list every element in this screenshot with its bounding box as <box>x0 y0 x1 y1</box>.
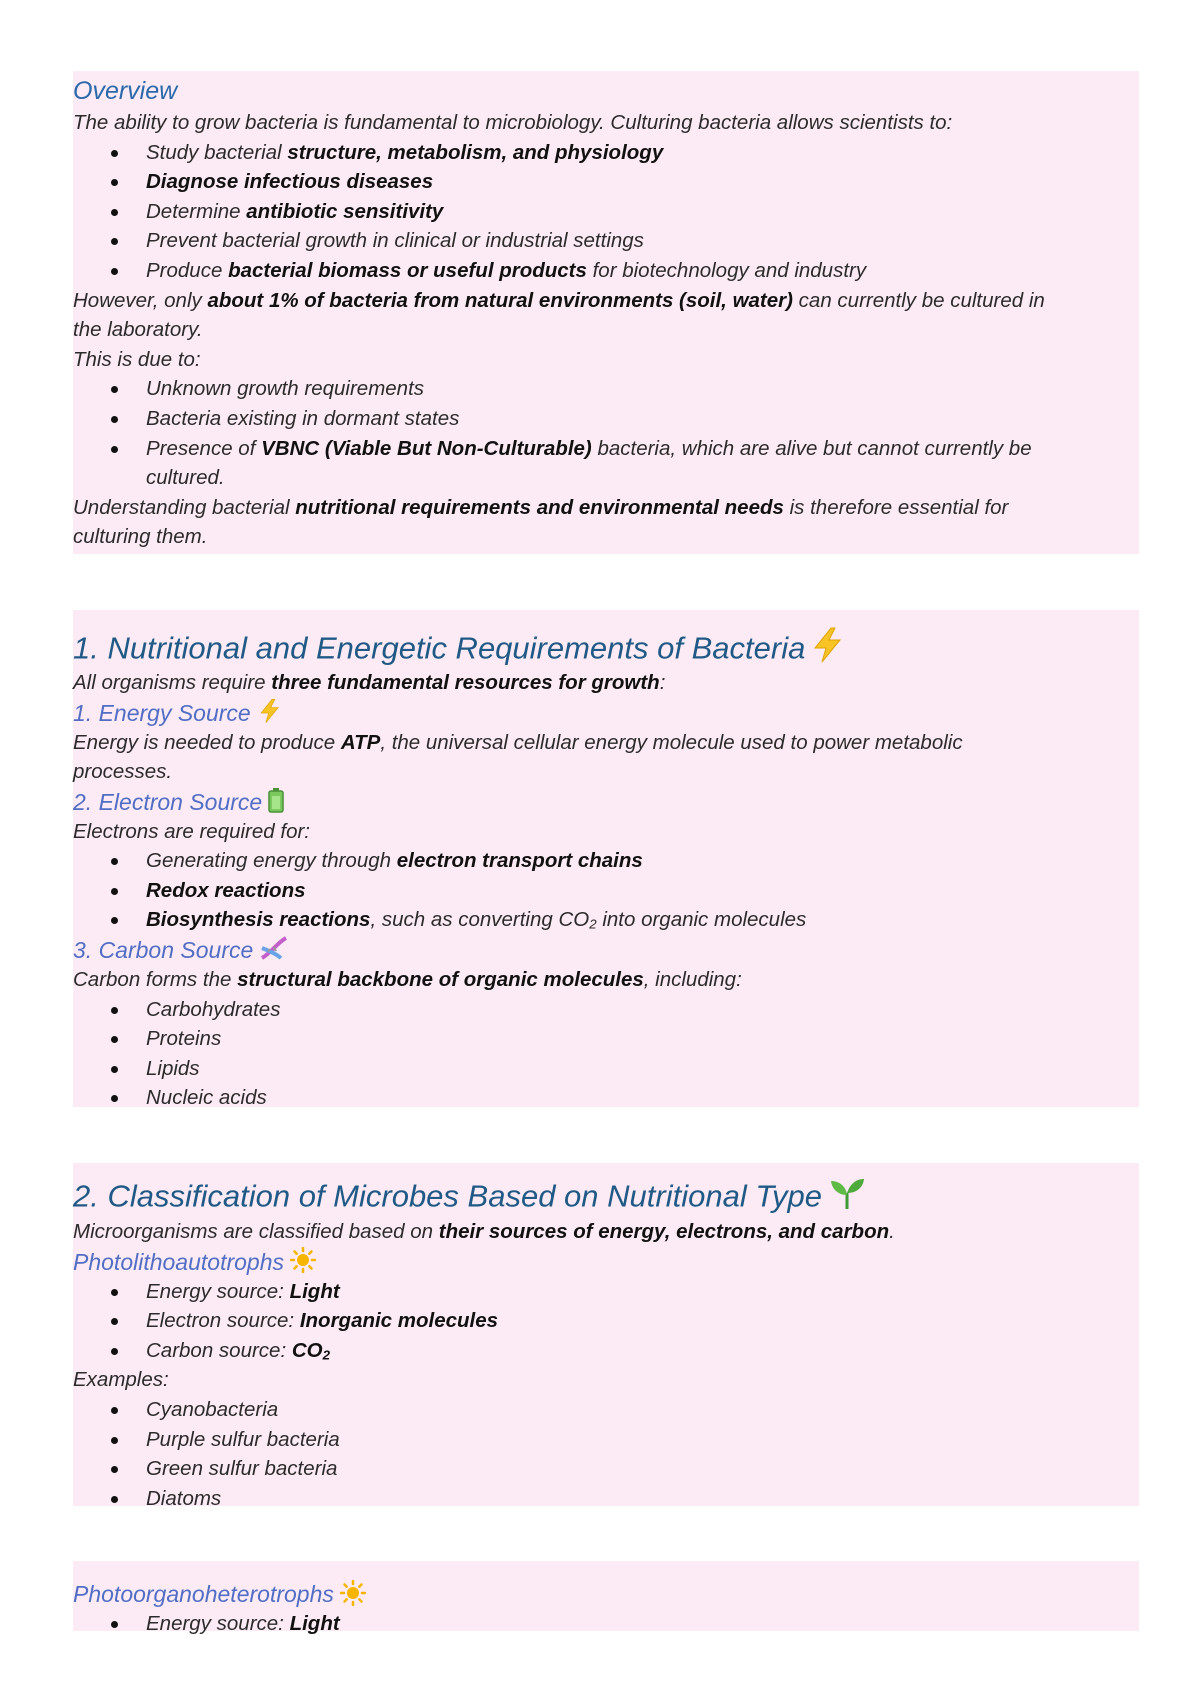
energy-source-heading: 1. Energy Source <box>73 698 1139 728</box>
dna-icon <box>259 935 289 968</box>
lightning-icon <box>811 626 845 675</box>
overview-heading: Overview <box>73 77 178 105</box>
list-item: Nucleic acids <box>73 1083 1139 1113</box>
section1-intro: All organisms require three fundamental resources for growth: <box>73 670 666 694</box>
electron-intro: Electrons are required for: <box>73 819 311 843</box>
list-item: Study bacterial structure, metabolism, and physiology <box>73 138 1139 168</box>
list-item: Produce bacterial biomass or useful products for biotechnology and industry <box>73 256 1139 286</box>
list-item: Electron source: Inorganic molecules <box>73 1306 1139 1336</box>
section2-heading: 2. Classification of Microbes Based on Nutritional Type <box>73 1175 1139 1217</box>
carbon-source-heading: 3. Carbon Source <box>73 935 1139 965</box>
list-item: Generating energy through electron transport chains <box>73 846 1139 876</box>
list-item: Carbon source: $CO_2$ <box>73 1336 1139 1366</box>
list-item: Unknown growth requirements <box>73 374 1139 404</box>
list-item: Diagnose infectious diseases <box>73 167 1139 197</box>
overview-intro: The ability to grow bacteria is fundamental to microbiology. Culturing bacteria allows scientists to: <box>73 111 953 134</box>
photoorgano-heading: Photoorganoheterotrophs <box>73 1579 1139 1609</box>
carbon-intro: Carbon forms the structural backbone of organic molecules, including: <box>73 968 742 992</box>
list-item: Energy source: Light <box>73 1277 1139 1307</box>
list-item: Redox reactions <box>73 876 1139 906</box>
photolitho-heading: Photolithoautotrophs <box>73 1247 1139 1277</box>
electron-source-heading: 2. Electron Source <box>73 787 1139 817</box>
list-item: Green sulfur bacteria <box>73 1454 1139 1484</box>
list-item: Cyanobacteria <box>73 1395 1139 1425</box>
list-item: Determine antibiotic sensitivity <box>73 197 1139 227</box>
list-item: Lipids <box>73 1054 1139 1084</box>
list-item: Biosynthesis reactions, such as converting $CO_2$ into organic molecules <box>73 905 1139 935</box>
list-item: Bacteria existing in dormant states <box>73 404 1139 434</box>
seedling-icon <box>828 1175 866 1222</box>
list-item: Energy source: Light <box>73 1609 1139 1639</box>
understanding-paragraph-cont: culturing them. <box>73 525 208 549</box>
however-paragraph-cont: the laboratory. <box>73 318 203 342</box>
sun-icon <box>290 1247 316 1280</box>
sun-icon <box>340 1580 366 1613</box>
list-item: Prevent bacterial growth in clinical or industrial settings <box>73 226 1139 256</box>
document-body <box>73 74 1139 1639</box>
due-to-label: This is due to: <box>73 347 201 371</box>
section2-intro: Microorganisms are classified based on their sources of energy, electrons, and carbon. <box>73 1220 895 1244</box>
list-item: Presence of VBNC (Viable But Non-Culturable) bacteria, which are alive but cannot currently be <box>73 434 1139 464</box>
lightning-icon <box>257 698 283 731</box>
list-item-cont: cultured. <box>146 466 225 490</box>
list-item: Carbohydrates <box>73 995 1139 1025</box>
however-paragraph: However, only about 1% of bacteria from natural environments (soil, water) can currently be cultured in <box>73 288 1045 312</box>
energy-paragraph: Energy is needed to produce ATP, the universal cellular energy molecule used to power metabolic <box>73 730 963 754</box>
list-item: Purple sulfur bacteria <box>73 1425 1139 1455</box>
battery-icon <box>268 787 284 820</box>
examples-label: Examples: <box>73 1368 169 1392</box>
section1-heading: 1. Nutritional and Energetic Requirements of Bacteria <box>73 626 1139 668</box>
list-item: Diatoms <box>73 1484 1139 1514</box>
understanding-paragraph: Understanding bacterial nutritional requirements and environmental needs is therefore essential for <box>73 495 1009 519</box>
list-item: Proteins <box>73 1024 1139 1054</box>
energy-paragraph-cont: processes. <box>73 760 173 784</box>
